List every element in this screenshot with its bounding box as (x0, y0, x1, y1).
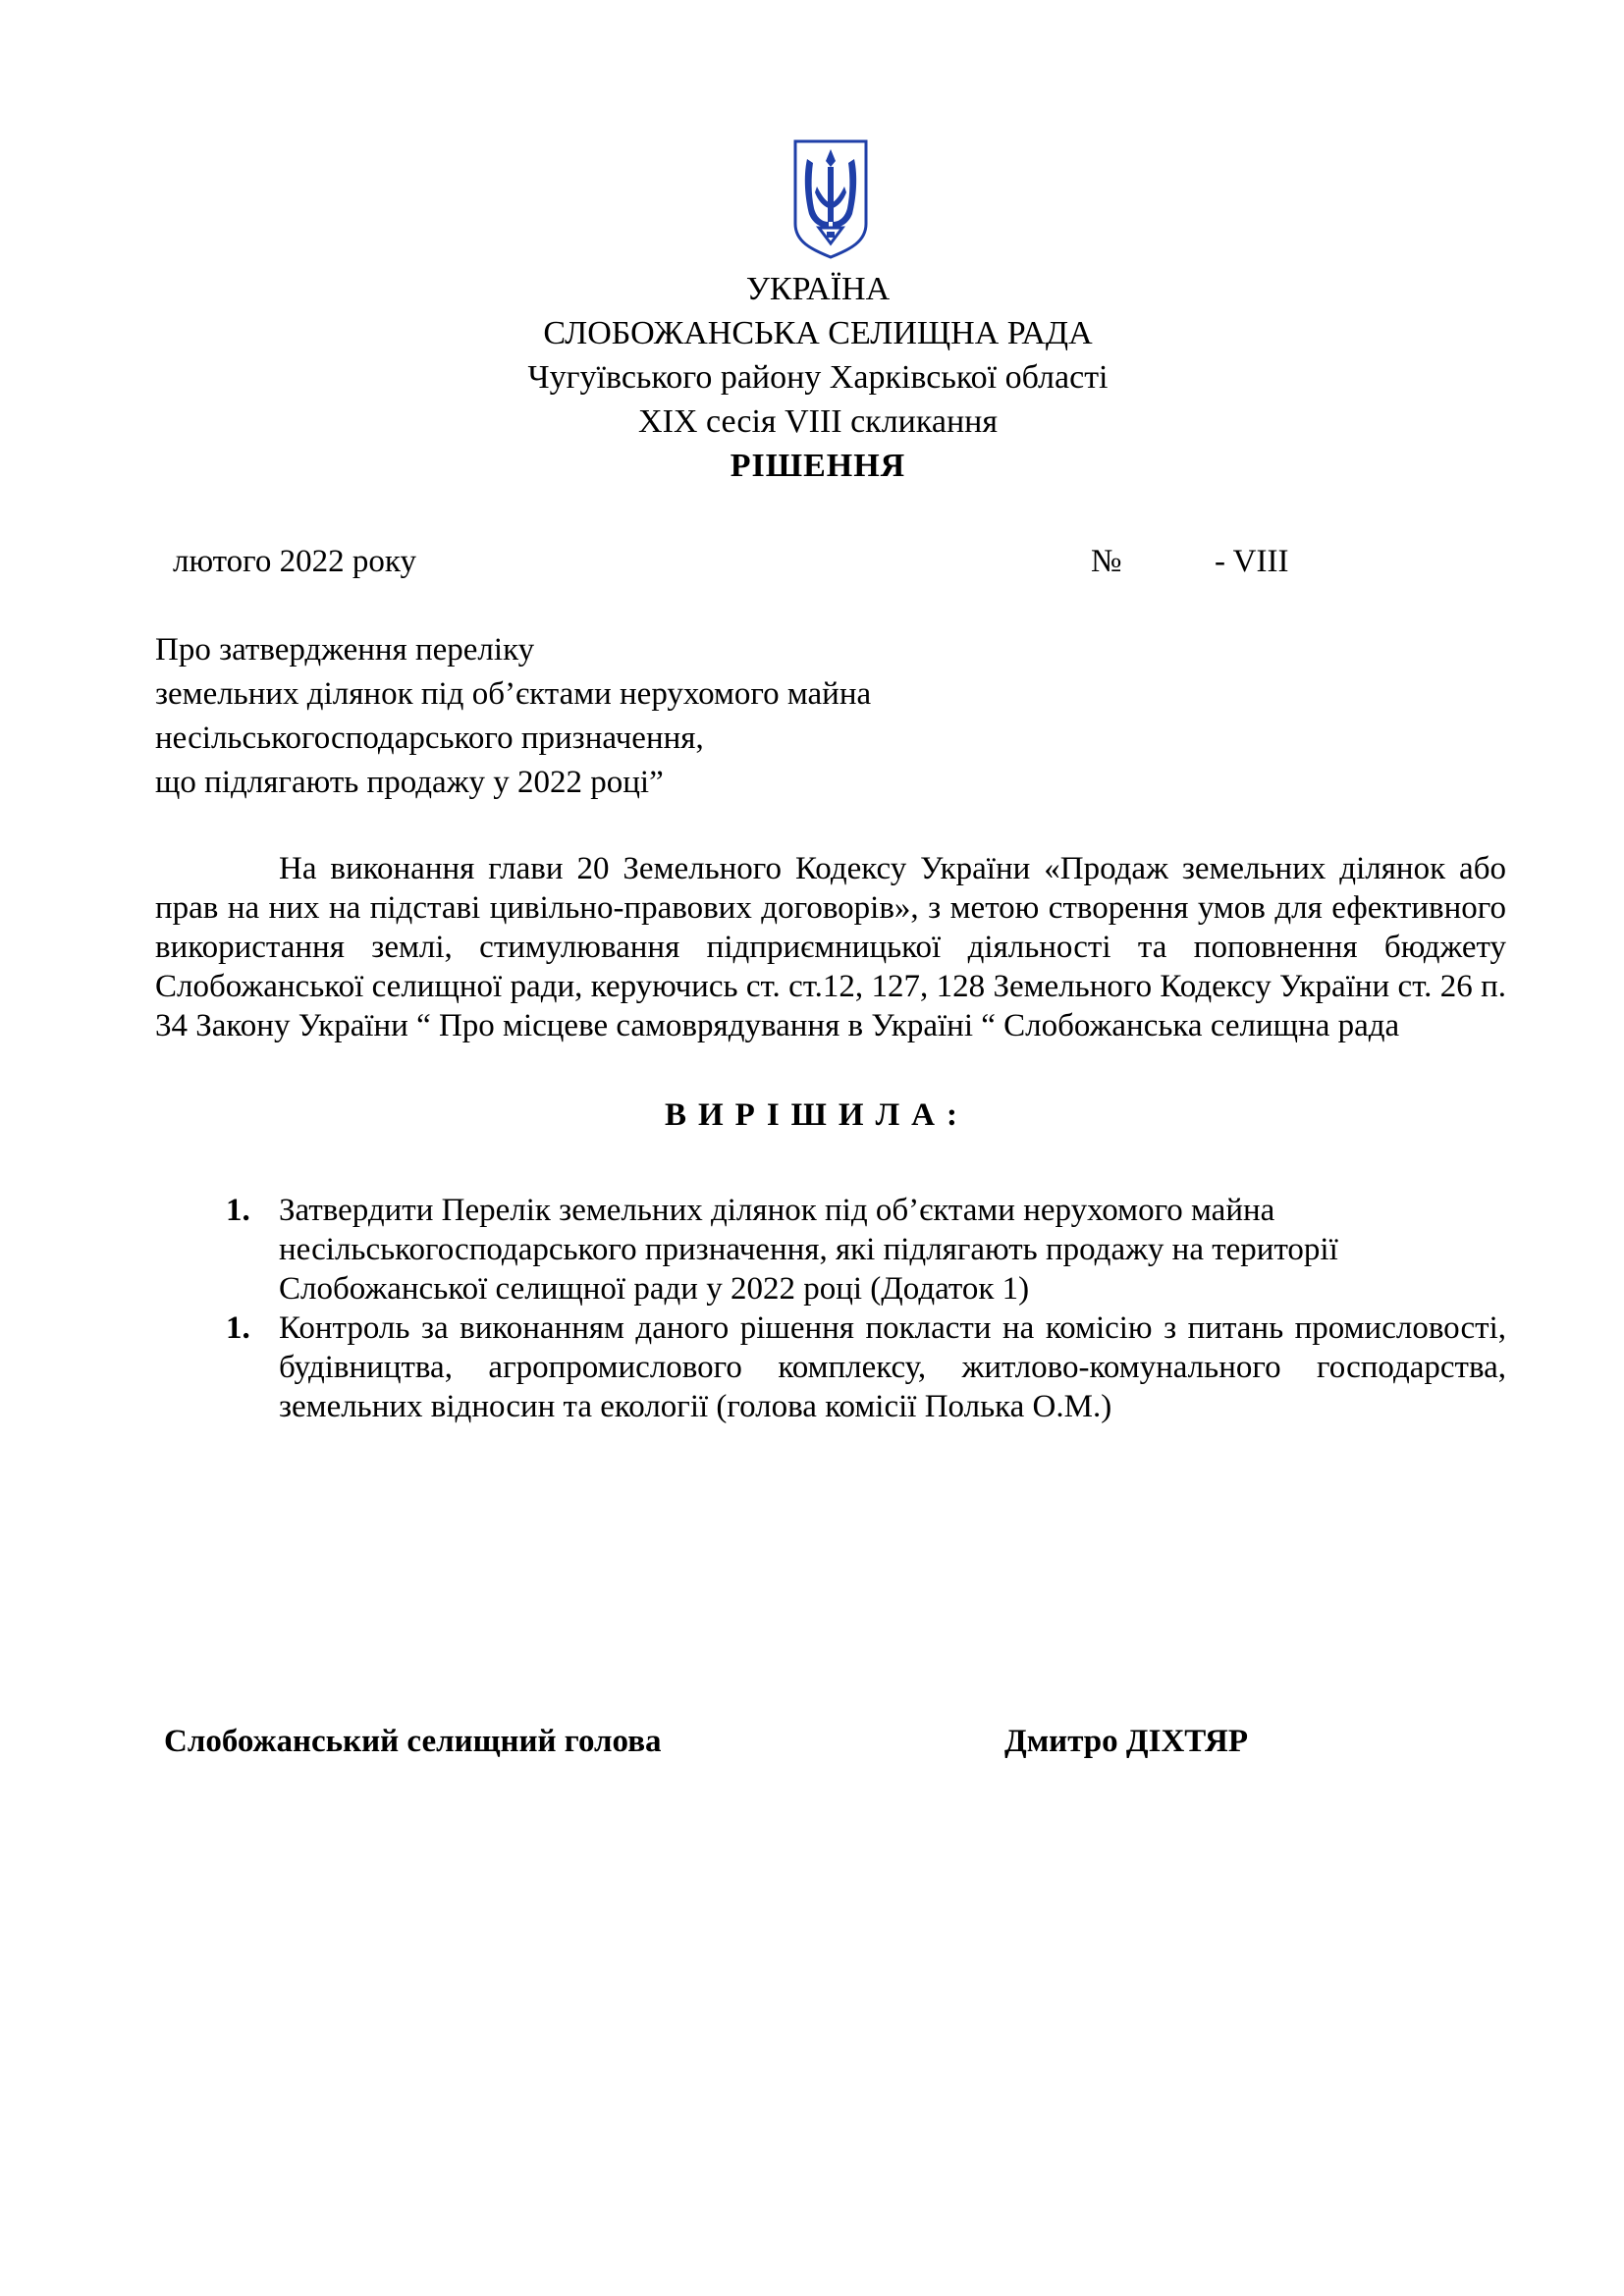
signature-block (164, 1720, 1342, 1763)
number-suffix: - VIII (1215, 544, 1289, 579)
district-name: Чугуївського району Харківської області (527, 359, 1109, 396)
item-number: 1. (226, 1193, 250, 1228)
item-text: Контроль за виконанням даного рішення покласти на комісію з питань промисловості, будівництва, агропромислового комплексу, житлово-комунального господарства, земельних відносин та екології (голова комісії Полька О.М.) (279, 1310, 1506, 1424)
trident-coat-of-arms-icon (791, 137, 870, 260)
subject-line: земельних ділянок під об’єктами нерухомого майна (155, 676, 872, 712)
document-type: РІШЕННЯ (730, 448, 906, 484)
resolved-heading: ВИРІШИЛА: (665, 1097, 969, 1133)
item-number: 1. (226, 1310, 250, 1346)
session-info: XIX сесія VIII скликання (638, 403, 998, 440)
document-subject (155, 628, 871, 805)
subject-line: несільськогосподарського призначення, (155, 721, 704, 756)
decision-item (226, 1308, 1506, 1426)
signatory-name: Дмитро ДІХТЯР (1004, 1724, 1249, 1759)
decision-item (226, 1191, 1506, 1308)
decision-items (226, 1191, 1506, 1426)
subject-line: що підлягають продажу у 2022 році” (155, 765, 664, 800)
document-header (0, 267, 1624, 488)
signatory-role: Слобожанський селищний голова (164, 1724, 662, 1759)
subject-line: Про затвердження переліку (155, 632, 535, 667)
preamble-paragraph: На виконання глави 20 Земельного Кодексу України «Продаж земельних ділянок або прав на них на підставі цивільно-правових договорів», з метою створення умов для ефективного використання землі, стимулювання підприємницької діяльності та поповнення бюджету Слобожанської селищної ради, керуючись ст. ст.12, 127, 128 Земельного Кодексу України ст. 26 п. 34 Закону України “ Про місцеве самоврядування в Україні “ Слобожанська селищна рада (155, 851, 1506, 1043)
item-text: Затвердити Перелік земельних ділянок під об’єктами нерухомого майна несільськогосподарського призначення, які підлягають продажу на території Слобожанської селищної ради у 2022 році (Додаток 1) (279, 1193, 1338, 1307)
number-label: № (1091, 544, 1122, 579)
document-date: лютого 2022 року (173, 544, 416, 579)
date-number-row (173, 540, 1312, 583)
council-name: СЛОБОЖАНСЬКА СЕЛИЩНА РАДА (543, 315, 1093, 351)
country-name: УКРАЇНА (745, 271, 891, 307)
